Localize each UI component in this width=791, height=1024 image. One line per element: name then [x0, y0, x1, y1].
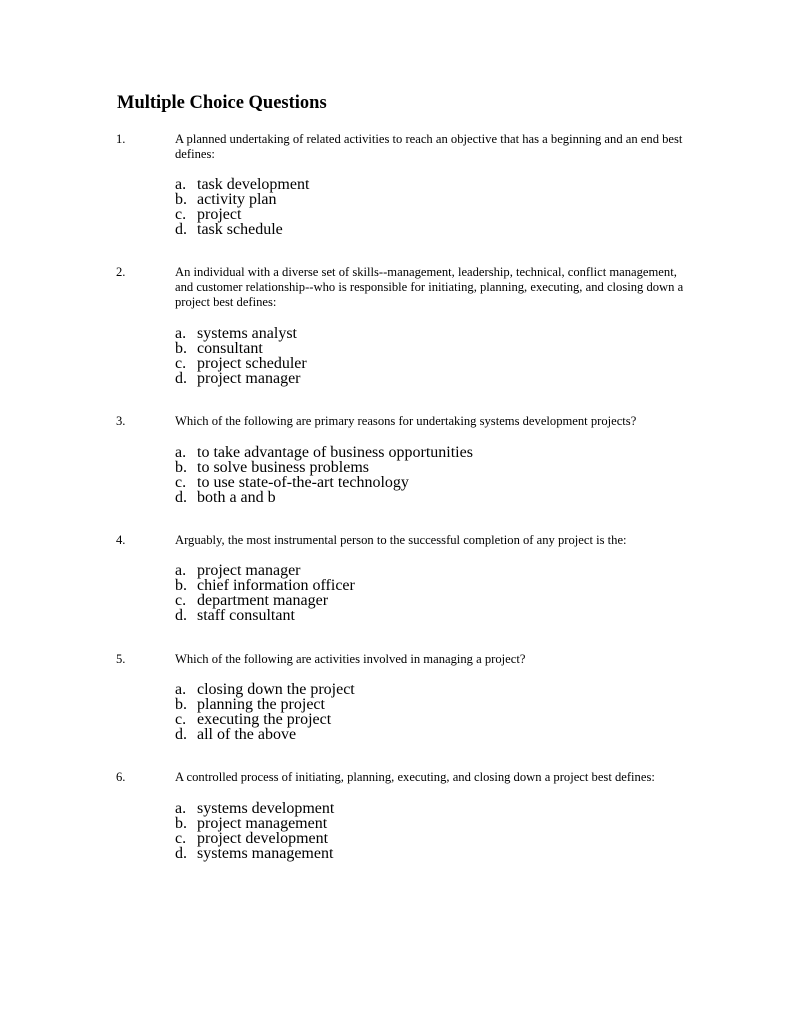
option-text: department manager	[197, 592, 329, 609]
question-line: project best defines:	[175, 295, 277, 309]
option-a	[0, 562, 791, 577]
option-letter: d.	[175, 845, 187, 862]
option-d	[0, 607, 791, 622]
question-text	[175, 132, 705, 162]
option-a	[0, 444, 791, 459]
option-letter: c.	[175, 830, 187, 847]
option-letter: d.	[175, 607, 187, 624]
option-letter: a.	[175, 444, 187, 461]
question-text	[175, 533, 705, 548]
question-line: Which of the following are activities involved in managing a project?	[175, 652, 526, 666]
options-question-4	[0, 562, 791, 622]
option-letter: b.	[175, 577, 187, 594]
option-d	[0, 489, 791, 504]
option-b	[0, 191, 791, 206]
option-letter: b.	[175, 459, 187, 476]
question-number: 4.	[116, 533, 126, 547]
option-letter: c.	[175, 711, 187, 728]
question-number: 6.	[116, 770, 126, 784]
option-b	[0, 815, 791, 830]
option-b	[0, 696, 791, 711]
option-text: to take advantage of business opportunities	[197, 444, 473, 461]
option-letter: b.	[175, 696, 187, 713]
option-d	[0, 726, 791, 741]
option-letter: a.	[175, 800, 187, 817]
question-number: 3.	[116, 414, 126, 428]
option-text: to solve business problems	[197, 459, 369, 476]
option-letter: a.	[175, 562, 187, 579]
option-c	[0, 592, 791, 607]
option-text: project	[197, 206, 242, 223]
option-text: project manager	[197, 370, 301, 387]
option-letter: d.	[175, 370, 187, 387]
question-line: Arguably, the most instrumental person to the successful completion of any project is the:	[175, 533, 627, 547]
question-line: and customer relationship--who is responsible for initiating, planning, executing, and closing down a	[175, 280, 684, 294]
options-question-1	[0, 176, 791, 236]
options-question-2	[0, 325, 791, 385]
option-text: systems management	[197, 845, 334, 862]
option-text: to use state-of-the-art technology	[197, 474, 409, 491]
option-letter: b.	[175, 340, 187, 357]
option-text: planning the project	[197, 696, 325, 713]
option-letter: a.	[175, 325, 187, 342]
option-text: project management	[197, 815, 328, 832]
option-text: project scheduler	[197, 355, 307, 372]
option-letter: d.	[175, 726, 187, 743]
option-text: project development	[197, 830, 329, 847]
question-text	[175, 414, 705, 429]
question-number: 2.	[116, 265, 126, 279]
option-c	[0, 355, 791, 370]
page-title: Multiple Choice Questions	[117, 93, 327, 113]
option-text: staff consultant	[197, 607, 295, 624]
option-letter: b.	[175, 815, 187, 832]
option-text: project manager	[197, 562, 301, 579]
question-text	[175, 770, 705, 785]
option-letter: d.	[175, 489, 187, 506]
option-b	[0, 340, 791, 355]
option-a	[0, 681, 791, 696]
option-letter: a.	[175, 681, 187, 698]
option-c	[0, 474, 791, 489]
question-line: Which of the following are primary reasons for undertaking systems development projects?	[175, 414, 637, 428]
option-a	[0, 800, 791, 815]
option-text: activity plan	[197, 191, 277, 208]
option-text: both a and b	[197, 489, 276, 506]
option-text: task development	[197, 176, 310, 193]
question-number: 5.	[116, 652, 126, 666]
option-c	[0, 711, 791, 726]
option-letter: d.	[175, 221, 187, 238]
option-b	[0, 577, 791, 592]
question-line: A controlled process of initiating, planning, executing, and closing down a project best defines:	[175, 770, 655, 784]
option-letter: a.	[175, 176, 187, 193]
option-d	[0, 845, 791, 860]
option-text: systems development	[197, 800, 335, 817]
question-text	[175, 265, 705, 310]
option-a	[0, 325, 791, 340]
option-b	[0, 459, 791, 474]
option-d	[0, 370, 791, 385]
question-number: 1.	[116, 132, 126, 146]
option-text: chief information officer	[197, 577, 355, 594]
option-letter: c.	[175, 206, 187, 223]
options-question-5	[0, 681, 791, 741]
question-line: An individual with a diverse set of skills--management, leadership, technical, conflict management,	[175, 265, 677, 279]
option-text: all of the above	[197, 726, 297, 743]
option-letter: c.	[175, 592, 187, 609]
question-text	[175, 652, 705, 667]
option-text: closing down the project	[197, 681, 355, 698]
option-c	[0, 206, 791, 221]
option-c	[0, 830, 791, 845]
option-letter: c.	[175, 355, 187, 372]
option-text: task schedule	[197, 221, 283, 238]
options-question-3	[0, 444, 791, 504]
option-text: executing the project	[197, 711, 332, 728]
question-line: defines:	[175, 147, 215, 161]
option-letter: c.	[175, 474, 187, 491]
option-text: systems analyst	[197, 325, 297, 342]
option-text: consultant	[197, 340, 263, 357]
option-letter: b.	[175, 191, 187, 208]
question-line: A planned undertaking of related activities to reach an objective that has a beginning and an end best	[175, 132, 683, 146]
options-question-6	[0, 800, 791, 860]
option-a	[0, 176, 791, 191]
option-d	[0, 221, 791, 236]
